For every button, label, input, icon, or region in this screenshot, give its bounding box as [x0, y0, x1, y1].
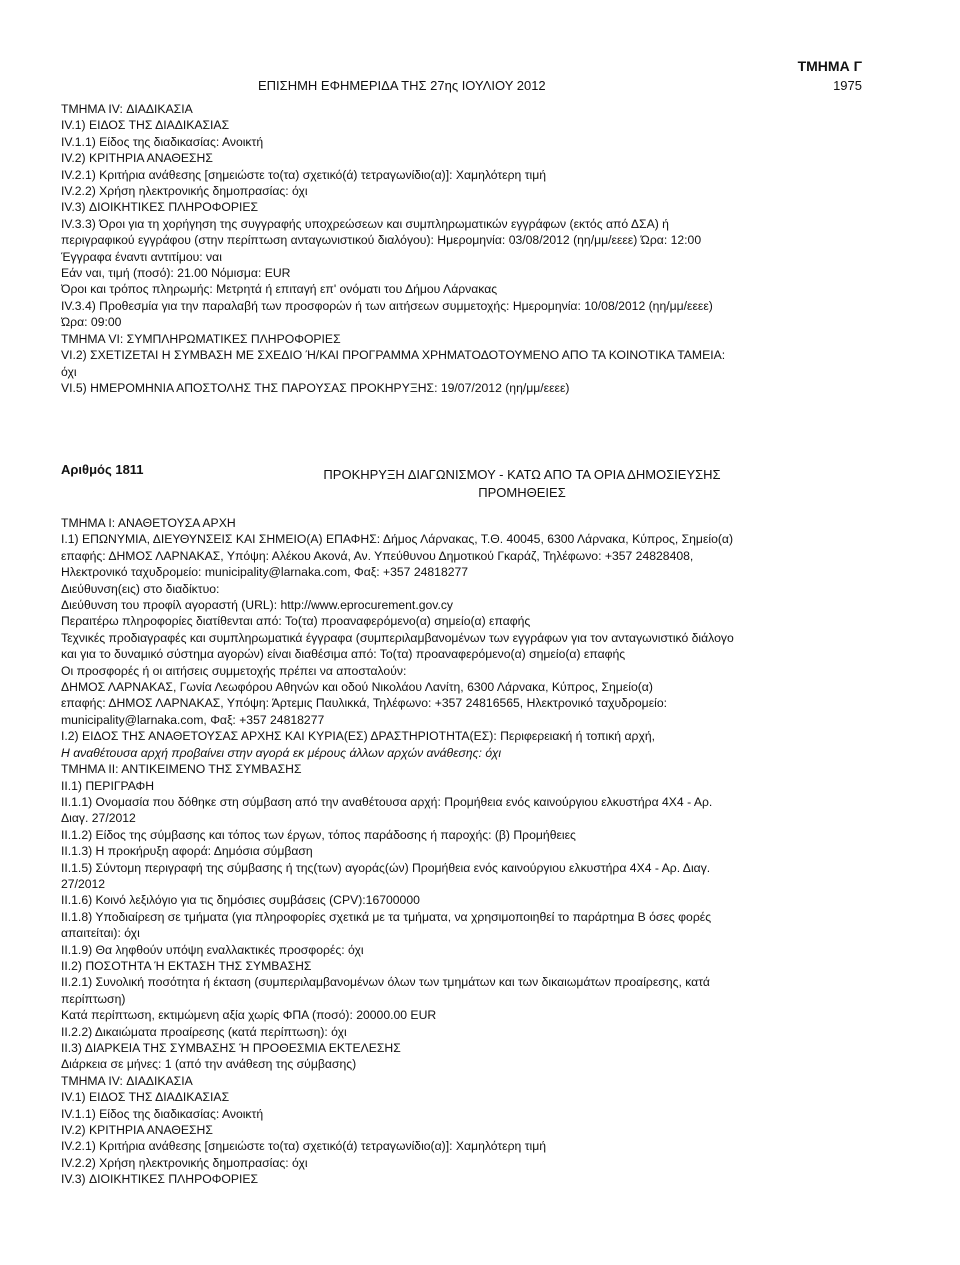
text-line: Έγγραφα έναντι αντιτίμου: ναι	[61, 249, 222, 264]
text-line: IV.1) ΕΙΔΟΣ ΤΗΣ ΔΙΑΔΙΚΑΣΙΑΣ	[61, 118, 230, 133]
text-line: IV.1.1) Είδος της διαδικασίας: Ανοικτή	[61, 1106, 264, 1121]
text-line: IV.2.2) Χρήση ηλεκτρονικής δημοπρασίας: όχι	[61, 1155, 308, 1170]
text-line: και για το δυναμικό σύστημα αγορών) είναι διαθέσιμα από: Το(τα) προαναφερόμενο(α) σημείο(α) επαφής	[61, 647, 626, 662]
notice-title-line2: ΠΡΟΜΗΘΕΙΕΣ	[478, 485, 566, 500]
text-line: επαφής: ΔΗΜΟΣ ΛΑΡΝΑΚΑΣ, Υπόψη: Αλέκου Ακονά, Αν. Υπεύθυνου Δημοτικού Γκαράζ, Τηλέφωνο: +357 24828408,	[61, 548, 694, 563]
text-line: ΤΜΗΜΑ VI: ΣΥΜΠΛΗΡΩΜΑΤΙΚΕΣ ΠΛΗΡΟΦΟΡΙΕΣ	[61, 331, 341, 346]
text-line: IV.2) ΚΡΙΤΗΡΙΑ ΑΝΑΘΕΣΗΣ	[61, 1123, 213, 1138]
text-line: Κατά περίπτωση, εκτιμώμενη αξία χωρίς ΦΠΑ (ποσό): 20000.00 EUR	[61, 1008, 437, 1023]
text-line: περίπτωση)	[61, 991, 126, 1006]
text-line: Διεύθυνση του προφίλ αγοραστή (URL): http://www.eprocurement.gov.cy	[61, 598, 454, 613]
text-line: VI.2) ΣΧΕΤΙΖΕΤΑΙ Η ΣΥΜΒΑΣΗ ΜΕ ΣΧΕΔΙΟ Ή/ΚΑΙ ΠΡΟΓΡΑΜΜΑ ΧΡΗΜΑΤΟΔΟΤΟΥΜΕΝΟ ΑΠΟ ΤΑ ΚΟΙΝΟΤΙΚΑ ΤΑΜΕΙΑ:	[61, 348, 726, 363]
text-line: Οι προσφορές ή οι αιτήσεις συμμετοχής πρέπει να αποσταλούν:	[61, 663, 407, 678]
text-line: Ι.1) ΕΠΩΝΥΜΙΑ, ΔΙΕΥΘΥΝΣΕΙΣ ΚΑΙ ΣΗΜΕΙΟ(Α) ΕΠΑΦΗΣ: Δήμος Λάρνακας, Τ.Θ. 40045, 6300 Λάρνακα, Κύπρος, Σημείο(α)	[61, 532, 734, 547]
text-line: ΤΜΗΜΑ IV: ΔΙΑΔΙΚΑΣΙΑ	[61, 1073, 193, 1088]
text-line: IV.3.4) Προθεσμία για την παραλαβή των προσφορών ή των αιτήσεων συμμετοχής: Ημερομηνία: 10/08/2012 (ηη/μμ/εεεε)	[61, 298, 713, 313]
text-line: ΙΙ.1.9) Θα ληφθούν υπόψη εναλλακτικές προσφορές: όχι	[61, 942, 364, 957]
text-line: Η αναθέτουσα αρχή προβαίνει στην αγορά εκ μέρους άλλων αρχών ανάθεσης: όχι	[61, 745, 502, 760]
text-line: ΙΙ.2.2) Δικαιώματα προαίρεσης (κατά περίπτωση): όχι	[61, 1024, 347, 1039]
text-line: Περαιτέρω πληροφορίες διατίθενται από: Το(τα) προαναφερόμενο(α) σημείο(α) επαφής	[61, 614, 531, 629]
notice-title-line1: ΠΡΟΚΗΡΥΞΗ ΔΙΑΓΩΝΙΣΜΟΥ - ΚΑΤΩ ΑΠΟ ΤΑ ΟΡΙΑ ΔΗΜΟΣΙΕΥΣΗΣ	[323, 467, 721, 482]
procedure-section-top	[61, 101, 867, 396]
text-line: Διάρκεια σε μήνες: 1 (από την ανάθεση της σύμβασης)	[61, 1057, 357, 1072]
text-line: ΙΙ.2.1) Συνολική ποσότητα ή έκταση (συμπεριλαμβανομένων όλων των τμημάτων και των δικαιωμάτων προαίρεσης, κατά	[61, 975, 710, 990]
text-line: ΙΙ.1.5) Σύντομη περιγραφή της σύμβασης ή της(των) αγοράς(ών) Προμήθεια ενός καινούργιου ελκυστήρα 4Χ4 - Αρ. Διαγ.	[61, 860, 711, 875]
text-line: επαφής: ΔΗΜΟΣ ΛΑΡΝΑΚΑΣ, Υπόψη: Άρτεμις Παυλικκά, Τηλέφωνο: +357 24816565, Ηλεκτρονικό ταχυδρομείο:	[61, 696, 668, 711]
text-line: VI.5) ΗΜΕΡΟΜΗΝΙΑ ΑΠΟΣΤΟΛΗΣ ΤΗΣ ΠΑΡΟΥΣΑΣ ΠΡΟΚΗΡΥΞΗΣ: 19/07/2012 (ηη/μμ/εεεε)	[61, 380, 570, 395]
notice-number: Αριθμός 1811	[61, 462, 144, 477]
notice-title	[232, 466, 812, 502]
text-line: ΙΙ.1.2) Είδος της σύμβασης και τόπος των έργων, τόπος παράδοσης ή παροχής: (β) Προμήθειες	[61, 827, 576, 842]
text-line: απαιτείται): όχι	[61, 926, 140, 941]
text-line: ΙΙ.3) ΔΙΑΡΚΕΙΑ ΤΗΣ ΣΥΜΒΑΣΗΣ Ή ΠΡΟΘΕΣΜΙΑ ΕΚΤΕΛΕΣΗΣ	[61, 1041, 401, 1055]
text-line: ΤΜΗΜΑ IV: ΔΙΑΔΙΚΑΣΙΑ	[61, 102, 193, 116]
text-line: Ι.2) ΕΙΔΟΣ ΤΗΣ ΑΝΑΘΕΤΟΥΣΑΣ ΑΡΧΗΣ ΚΑΙ ΚΥΡΙΑ(ΕΣ) ΔΡΑΣΤΗΡΙΟΤΗΤΑ(ΕΣ): Περιφερειακή ή τοπική αρχή,	[61, 729, 656, 744]
text-line: IV.2.1) Κριτήρια ανάθεσης [σημειώστε το(τα) σχετικό(ά) τετραγωνίδιο(α)]: Χαμηλότερη τιμή	[61, 167, 547, 182]
text-line: IV.2) ΚΡΙΤΗΡΙΑ ΑΝΑΘΕΣΗΣ	[61, 151, 213, 166]
text-line: ΤΜΗΜΑ ΙΙ: ΑΝΤΙΚΕΙΜΕΝΟ ΤΗΣ ΣΥΜΒΑΣΗΣ	[61, 762, 302, 777]
text-line: Ηλεκτρονικό ταχυδρομείο: municipality@larnaka.com, Φαξ: +357 24818277	[61, 565, 469, 580]
text-line: IV.1.1) Είδος της διαδικασίας: Ανοικτή	[61, 134, 264, 149]
text-line: ΔΗΜΟΣ ΛΑΡΝΑΚΑΣ, Γωνία Λεωφόρου Αθηνών και οδού Νικολάου Λανίτη, 6300 Λάρνακα, Κύπρος, Σημείο(α)	[61, 680, 653, 695]
text-line: ΙΙ.1.6) Κοινό λεξιλόγιο για τις δημόσιες συμβάσεις (CPV):16700000	[61, 893, 420, 908]
text-line: Τεχνικές προδιαγραφές και συμπληρωματικά έγγραφα (συμπεριλαμβανομένων των εγγράφων για τον ανταγωνιστικό διάλογο	[61, 630, 734, 645]
text-line: municipality@larnaka.com, Φαξ: +357 24818277	[61, 712, 325, 727]
text-line: IV.2.1) Κριτήρια ανάθεσης [σημειώστε το(τα) σχετικό(ά) τετραγωνίδιο(α)]: Χαμηλότερη τιμή	[61, 1139, 547, 1154]
text-line: ΙΙ.2) ΠΟΣΟΤΗΤΑ Ή ΕΚΤΑΣΗ ΤΗΣ ΣΥΜΒΑΣΗΣ	[61, 958, 312, 973]
notice-body	[61, 515, 867, 1188]
text-line: Διαγ. 27/2012	[61, 811, 136, 826]
text-line: Όροι και τρόπος πληρωμής: Μετρητά ή επιταγή επ' ονόματι του Δήμου Λάρνακας	[61, 282, 498, 297]
text-line: Εάν ναι, τιμή (ποσό): 21.00 Νόμισμα: EUR	[61, 266, 291, 281]
text-line: IV.3) ΔΙΟΙΚΗΤΙΚΕΣ ΠΛΗΡΟΦΟΡΙΕΣ	[61, 200, 259, 215]
text-line: Διεύθυνση(εις) στο διαδίκτυο:	[61, 581, 220, 596]
gazette-title: ΕΠΙΣΗΜΗ ΕΦΗΜΕΡΙΔΑ ΤΗΣ 27ης ΙΟΥΛΙΟΥ 2012	[258, 78, 546, 93]
page-number: 1975	[833, 78, 862, 93]
text-line: ΙΙ.1.3) Η προκήρυξη αφορά: Δημόσια σύμβαση	[61, 844, 313, 859]
text-line: IV.2.2) Χρήση ηλεκτρονικής δημοπρασίας: όχι	[61, 184, 308, 199]
text-line: Ώρα: 09:00	[61, 315, 122, 330]
text-line: IV.1) ΕΙΔΟΣ ΤΗΣ ΔΙΑΔΙΚΑΣΙΑΣ	[61, 1090, 230, 1105]
text-line: IV.3) ΔΙΟΙΚΗΤΙΚΕΣ ΠΛΗΡΟΦΟΡΙΕΣ	[61, 1172, 259, 1187]
section-label: ΤΜΗΜΑ Γ	[797, 58, 862, 74]
text-line: IV.3.3) Όροι για τη χορήγηση της συγγραφής υποχρεώσεων και συμπληρωματικών εγγράφων (εκτός από ΔΣΑ) ή	[61, 216, 669, 231]
text-line: ΙΙ.1.8) Υποδιαίρεση σε τμήματα (για πληροφορίες σχετικά με τα τμήματα, να χρησιμοποιηθεί το παράρτημα Β όσες φορές	[61, 909, 712, 924]
text-line: ΙΙ.1.1) Ονομασία που δόθηκε στη σύμβαση από την αναθέτουσα αρχή: Προμήθεια ενός καινούργιου ελκυστήρα 4Χ4 - Αρ.	[61, 794, 713, 809]
text-line: ΤΜΗΜΑ Ι: ΑΝΑΘΕΤΟΥΣΑ ΑΡΧΗ	[61, 516, 236, 530]
text-line: 27/2012	[61, 876, 106, 891]
text-line: περιγραφικού εγγράφου (στην περίπτωση ανταγωνιστικού διαλόγου): Ημερομηνία: 03/08/2012 (ηη/μμ/εεεε) Ώρα: 12:00	[61, 233, 702, 248]
text-line: ΙΙ.1) ΠΕΡΙΓΡΑΦΗ	[61, 778, 155, 793]
text-line: όχι	[61, 364, 77, 379]
